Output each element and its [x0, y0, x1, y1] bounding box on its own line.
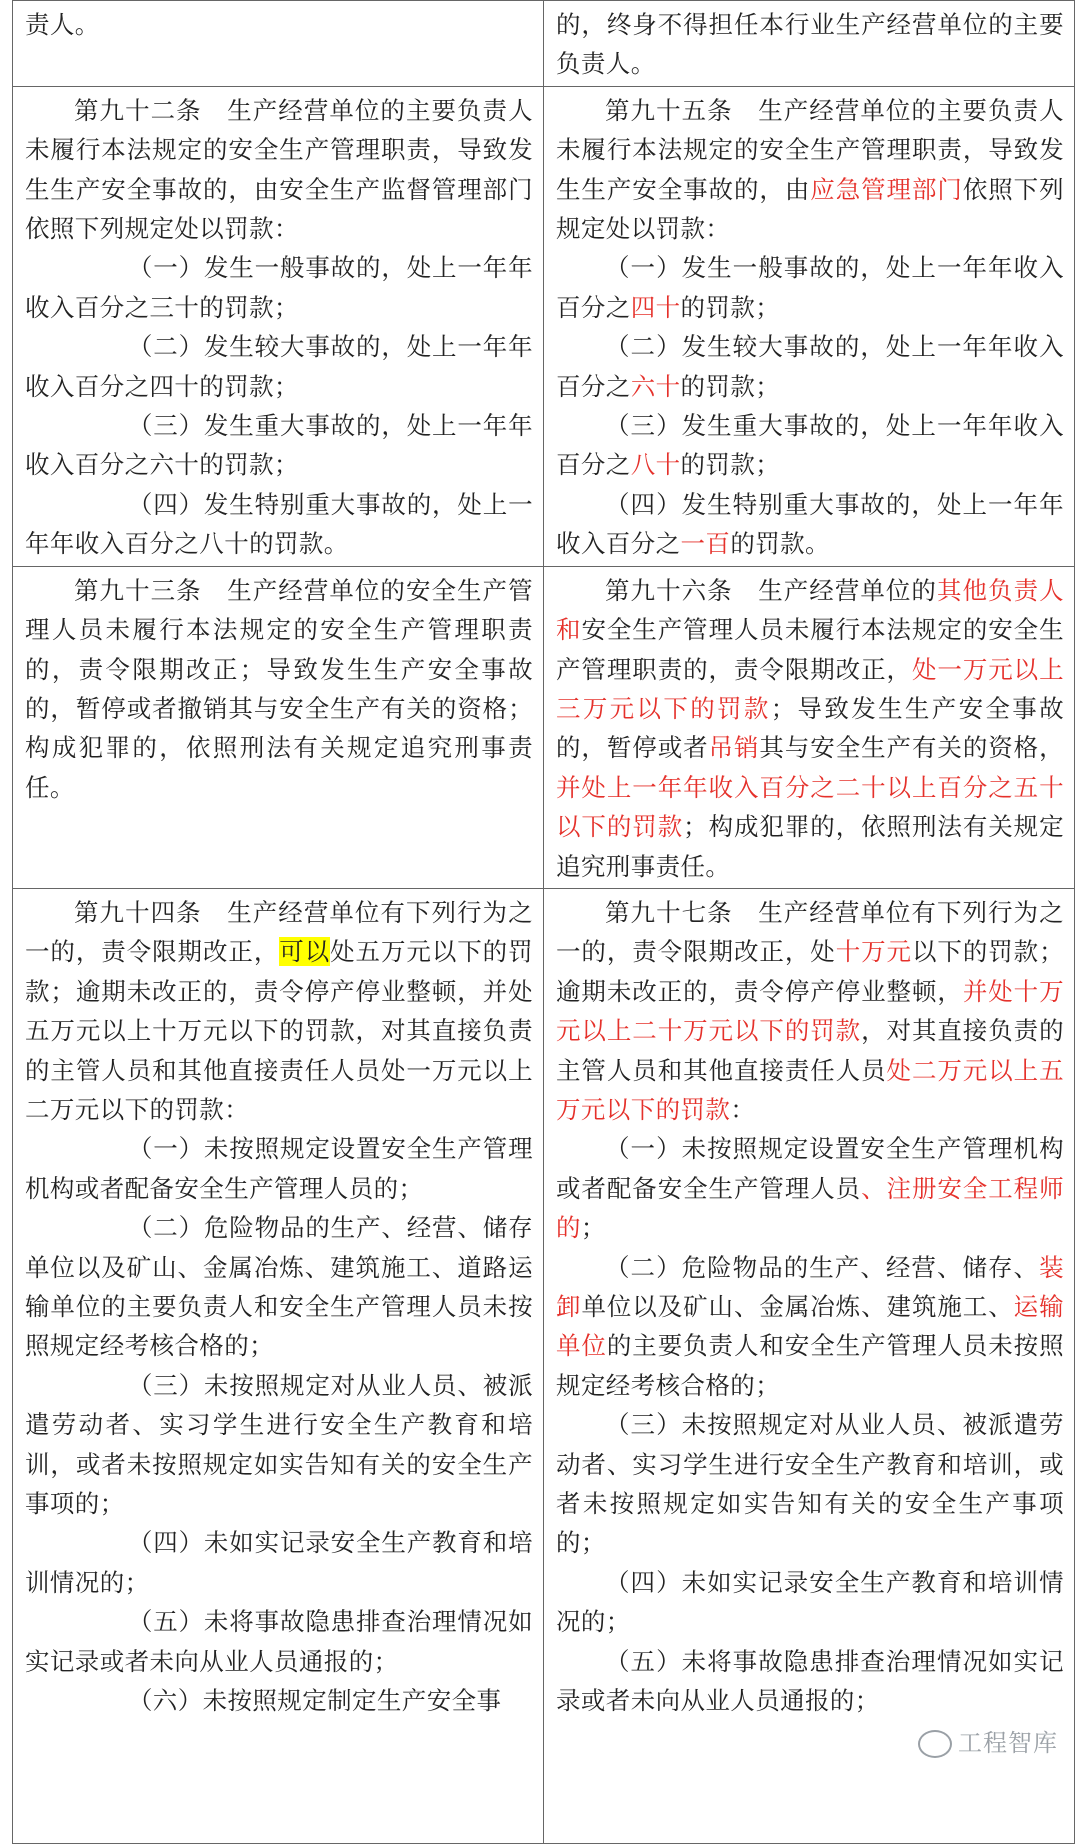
clause-text: ；	[580, 1213, 606, 1243]
clause-text: 的罚款；	[680, 450, 781, 480]
clause-text: （一）未按照规定设置安全生产管理机构或者配备安全生产管理人员	[556, 1134, 1064, 1203]
clause-paragraph	[556, 893, 1064, 1129]
new-law-cell	[544, 86, 1075, 566]
clause-text: 的主要负责人和安全生产管理人员未按照规定经考核合格的；	[556, 1331, 1064, 1400]
amended-text: 其他负责人和	[556, 575, 1065, 645]
clause-paragraph	[25, 248, 533, 327]
old-law-cell	[13, 888, 544, 1843]
clause-text: 处五万元以下的罚款；逾期未改正的，责令停产停业整顿，并处五万元以上十万元以下的罚款，对其直接负责的主管人员和其他直接责任人员处一万元以上二万元以下的罚款：	[25, 937, 534, 1124]
clause-text: （四）未如实记录安全生产教育和培训情况的；	[25, 1528, 533, 1597]
clause-text: 第九十五条 生产经营单位的主要负责人未履行本法规定的安全生产管理职责，导致发生生产安全事故的，由	[556, 95, 1064, 204]
table-row	[13, 1, 1075, 87]
clause-text: （一）未按照规定设置安全生产管理机构或者配备安全生产管理人员的；	[25, 1134, 533, 1203]
clause-text: 的罚款；	[680, 371, 781, 401]
clause-text: （三）未按照规定对从业人员、被派遣劳动者、实习学生进行安全生产教育和培训，或者未按照规定如实告知有关的安全生产事项的；	[25, 1370, 533, 1519]
clause-text: 第九十四条 生产经营单位有下列行为之一的，责令限期改正，	[25, 897, 533, 967]
clause-text: ：	[730, 1094, 756, 1124]
clause-text: ；构成犯罪的，依照刑法有关规定追究刑事责任。	[556, 812, 1065, 881]
clause-text: （二）危险物品的生产、经营、储存、	[605, 1252, 1040, 1282]
comparison-document	[12, 0, 1074, 1774]
clause-text: 的，终身不得担任本行业生产经营单位的主要负责人。	[556, 10, 1064, 79]
clause-text: （一）发生一般事故的，处上一年年收入百分之三十的罚款；	[25, 253, 533, 322]
clause-text: （一）发生一般事故的，处上一年年收入百分之	[556, 253, 1064, 322]
amended-text: 处二万元以上五万元以下的罚款	[556, 1055, 1064, 1124]
old-law-cell	[13, 86, 544, 566]
clause-text: 单位以及矿山、金属冶炼、建筑施工、	[581, 1292, 1014, 1321]
clause-text: （二）发生较大事故的，处上一年年收入百分之	[556, 332, 1064, 401]
clause-text: （五）未将事故隐患排查治理情况如实记录或者未向从业人员通报的；	[556, 1646, 1064, 1716]
clause-text: （二）发生较大事故的，处上一年年收入百分之四十的罚款；	[25, 332, 533, 401]
amended-text: 八十	[630, 450, 681, 480]
new-law-cell	[544, 566, 1075, 888]
clause-paragraph	[25, 5, 533, 44]
clause-paragraph	[25, 1129, 533, 1208]
amended-text: 并处十万元以上二十万元以下的罚款	[556, 976, 1064, 1046]
clause-paragraph	[556, 1642, 1064, 1721]
clause-paragraph	[25, 1681, 533, 1720]
clause-paragraph	[556, 485, 1064, 564]
table-row	[13, 566, 1075, 888]
clause-text: （四）发生特别重大事故的，处上一年年收入百分之八十的罚款。	[25, 489, 533, 559]
amended-text: 四十	[630, 292, 681, 322]
wechat-icon	[918, 1730, 952, 1758]
watermark	[918, 1723, 1058, 1758]
amended-text: 运输单位	[556, 1292, 1064, 1361]
clause-paragraph	[25, 1523, 533, 1602]
new-law-cell	[544, 1, 1075, 87]
amended-text: 十万元	[835, 937, 912, 967]
clause-paragraph	[556, 327, 1064, 406]
clause-text: 其与安全生产有关的资格，	[759, 733, 1064, 763]
clause-paragraph	[556, 91, 1064, 249]
clause-text: 责人。	[25, 10, 100, 39]
watermark-text: 工程智库	[958, 1729, 1058, 1757]
clause-text: （三）未按照规定对从业人员、被派遣劳动者、实习学生进行安全生产教育和培训，或者未按照规定如实告知有关的安全生产事项的；	[556, 1410, 1064, 1558]
clause-text: （三）发生重大事故的，处上一年年收入百分之六十的罚款；	[25, 411, 533, 480]
amended-text: 处一万元以上三万元以下的罚款	[556, 654, 1064, 723]
clause-paragraph	[25, 91, 533, 249]
clause-text: 安全生产管理人员未履行本法规定的安全生产管理职责的，责令限期改正，	[556, 615, 1064, 684]
clause-paragraph	[25, 1208, 533, 1366]
clause-paragraph	[25, 485, 533, 564]
clause-text: （四）发生特别重大事故的，处上一年年收入百分之	[556, 489, 1064, 559]
amended-text: 吊销	[708, 733, 760, 763]
clause-paragraph	[556, 1129, 1064, 1247]
clause-paragraph	[556, 1563, 1064, 1642]
old-law-cell	[13, 566, 544, 888]
clause-paragraph	[556, 248, 1064, 327]
clause-text: 的罚款；	[680, 292, 781, 322]
amended-text: 、注册安全工程师的	[556, 1173, 1064, 1243]
clause-text: （三）发生重大事故的，处上一年年收入百分之	[556, 411, 1064, 480]
table-row	[13, 888, 1075, 1843]
clause-paragraph	[25, 327, 533, 406]
clause-text: （四）未如实记录安全生产教育和培训情况的；	[556, 1567, 1064, 1637]
clause-paragraph	[25, 406, 533, 485]
clause-text: 第九十三条 生产经营单位的安全生产管理人员未履行本法规定的安全生产管理职责的，责令限期改正；导致发生生产安全事故的，暂停或者撤销其与安全生产有关的资格；构成犯罪的，依照刑法有关规定追究刑事责任。	[25, 575, 533, 802]
clause-paragraph	[556, 1248, 1064, 1406]
clause-paragraph	[25, 1366, 533, 1524]
table-row	[13, 86, 1075, 566]
clause-paragraph	[556, 406, 1064, 485]
amended-text: 并处上一年年收入百分之二十以上百分之五十以下的罚款	[556, 772, 1064, 842]
law-comparison-table	[12, 0, 1075, 1844]
clause-paragraph	[556, 1405, 1064, 1563]
clause-text: 第九十二条 生产经营单位的主要负责人未履行本法规定的安全生产管理职责，导致发生生产安全事故的，由安全生产监督管理部门依照下列规定处以罚款：	[25, 95, 533, 244]
new-law-cell	[544, 888, 1075, 1843]
clause-text: 的罚款。	[730, 529, 830, 559]
clause-text: 第九十六条 生产经营单位的	[605, 575, 937, 605]
clause-text: ，对其直接负责的主管人员和其他直接责任人员	[556, 1016, 1064, 1085]
table-body	[13, 1, 1075, 1844]
clause-paragraph	[556, 5, 1064, 84]
clause-paragraph	[25, 571, 533, 807]
clause-text: 依照下列规定处以罚款：	[556, 174, 1065, 244]
amended-text: 应急管理部门	[810, 174, 963, 204]
amended-text: 装卸	[556, 1252, 1064, 1321]
clause-text: ；导致发生生产安全事故的，暂停或者	[556, 693, 1065, 763]
clause-text: （六）未按照规定制定生产安全事	[127, 1686, 502, 1716]
clause-text: 第九十七条 生产经营单位有下列行为之一的，责令限期改正，处	[556, 897, 1064, 967]
clause-paragraph	[556, 571, 1064, 886]
amended-text: 一百	[680, 529, 731, 559]
clause-text: （二）危险物品的生产、经营、储存单位以及矿山、金属冶炼、建筑施工、道路运输单位的主要负责人和安全生产管理人员未按照规定经考核合格的；	[25, 1213, 533, 1361]
old-law-cell	[13, 1, 544, 87]
clause-paragraph	[25, 893, 533, 1129]
highlighted-text: 可以	[279, 937, 331, 967]
amended-text: 六十	[630, 371, 681, 401]
clause-paragraph	[25, 1602, 533, 1681]
clause-text: （五）未将事故隐患排查治理情况如实记录或者未向从业人员通报的；	[25, 1607, 533, 1676]
clause-text: 以下的罚款；逾期未改正的，责令停产停业整顿，	[556, 937, 1064, 1006]
